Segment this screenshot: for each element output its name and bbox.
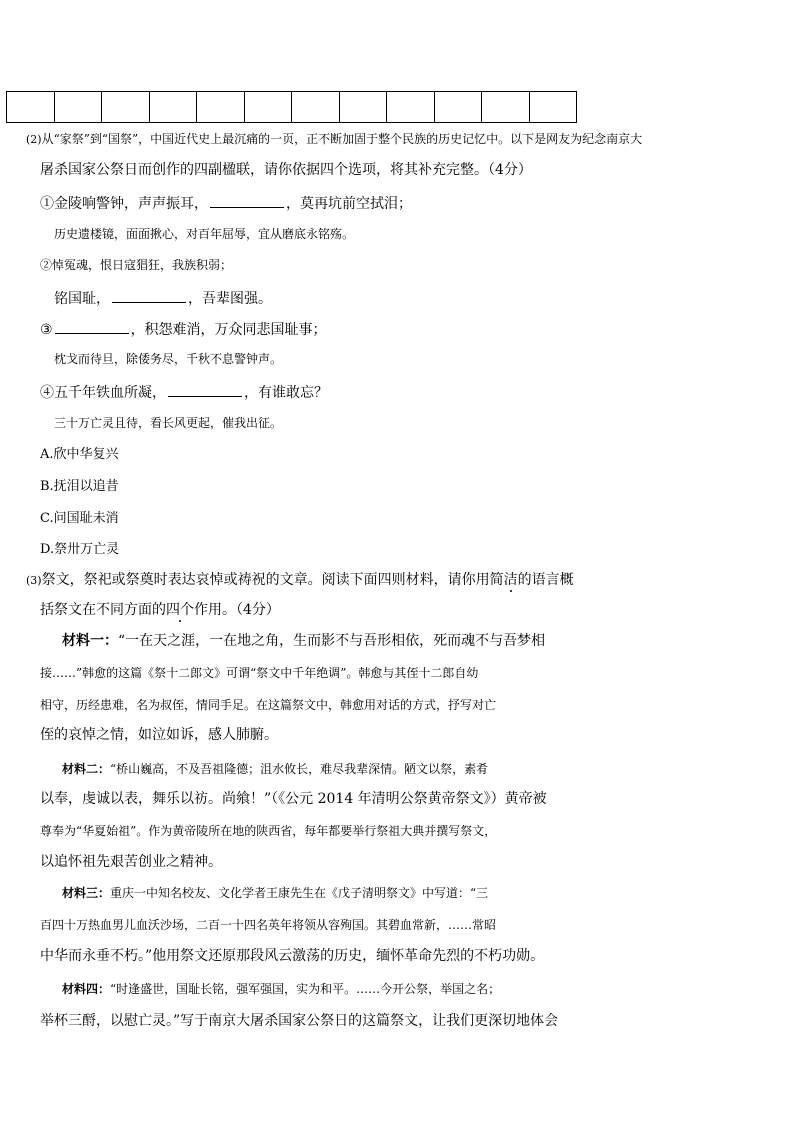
couplet-text: ，有谁敢忘？ xyxy=(244,385,328,401)
material-2-line-2: 以奉，虔诚以表，舞乐以祊。尚飨！”（《公元 2014 年清明公祭黄帝祭文》）黄帝被 xyxy=(40,791,547,807)
couplet-text: ，吾辈图强。 xyxy=(188,291,272,307)
fill-blank[interactable] xyxy=(210,195,284,208)
question-number: (2) xyxy=(26,133,42,146)
material-label: 材料三： xyxy=(62,886,111,900)
material-3-line-1 xyxy=(62,887,488,899)
couplet-text: ①金陵响警钟，声声振耳， xyxy=(40,196,208,212)
couplet-1-first-line xyxy=(40,195,412,211)
material-label: 材料一： xyxy=(62,633,118,649)
couplet-text: ，莫再坑前空拭泪； xyxy=(286,196,412,212)
material-1-line-2: 接……”韩愈的这篇《祭十二郎文》可谓“祭文中千年绝调”。韩愈与其侄十二郎自幼 xyxy=(40,666,479,680)
couplet-1-second-line: 历史遗楼镜，面面揪心，对百年屈辱，宜从磨底永铭殇。 xyxy=(54,227,355,241)
couplet-3-first-line xyxy=(40,321,327,337)
material-text: “时逢盛世，国耻长铭，强军强国，实为和平。……今开公祭，举国之名； xyxy=(110,982,501,996)
question-number: (3) xyxy=(26,574,42,587)
couplet-text: 铭国耻， xyxy=(54,291,110,307)
material-text: 重庆一中知名校友、文化学者王康先生在《戊子清明祭文》中写道：“三 xyxy=(110,886,489,900)
option-c: C.问国耻未消 xyxy=(40,511,119,526)
question-3-intro-line-1 xyxy=(26,573,574,587)
option-a: A.欣中华复兴 xyxy=(40,447,119,462)
grid-cell[interactable] xyxy=(435,91,483,123)
grid-cell[interactable] xyxy=(7,91,55,123)
material-1-line-4: 侄的哀悼之情，如泣如诉，感人肺腑。 xyxy=(40,727,278,743)
fill-blank[interactable] xyxy=(112,290,186,303)
emphasized-text: 四个 xyxy=(166,602,194,618)
fill-blank[interactable] xyxy=(168,384,242,397)
answer-grid xyxy=(6,91,577,123)
material-2-line-4: 以追怀祖先艰苦创业之精神。 xyxy=(40,854,222,870)
material-1-line-3: 相守，历经患难，名为叔侄，情同手足。在这篇祭文中，韩愈用对话的方式，抒写对亡 xyxy=(40,698,497,712)
grid-cell[interactable] xyxy=(387,91,435,123)
intro-text: 括祭文在不同方面的 xyxy=(40,602,166,618)
option-d: D.祭卅万亡灵 xyxy=(40,542,120,557)
couplet-2-second-line xyxy=(54,290,272,306)
material-4-line-1 xyxy=(62,983,500,995)
couplet-text: ④五千年铁血所凝， xyxy=(40,385,166,401)
material-label: 材料二： xyxy=(62,762,111,776)
question-3-intro-line-2 xyxy=(40,603,280,617)
grid-cell[interactable] xyxy=(292,91,340,123)
couplet-text: ③ xyxy=(40,322,53,338)
material-3-line-3: 中华而永垂不朽。”他用祭文还原那段风云激荡的历史，缅怀革命先烈的不朽功勋。 xyxy=(40,948,545,964)
couplet-4-second-line: 三十万亡灵且待，看长风更起，催我出征。 xyxy=(54,416,283,430)
couplet-4-first-line xyxy=(40,384,328,400)
intro-text: 的语言概 xyxy=(517,572,574,588)
grid-cell[interactable] xyxy=(55,91,103,123)
intro-text: 祭文，祭祀或祭奠时表达哀悼或祷祝的文章。阅读下面四则材料，请你用简 xyxy=(41,572,504,588)
material-2-line-3: 尊奉为“华夏始祖”。作为黄帝陵所在地的陕西省，每年都要举行祭祖大典并撰写祭文， xyxy=(40,824,497,838)
grid-cell[interactable] xyxy=(197,91,245,123)
couplet-2-first-line: ②悼冤魂，恨日寇猖狂，我族积弱； xyxy=(40,258,233,272)
couplet-text: ，积怨难消，万众同悲国耻事； xyxy=(130,322,327,338)
emphasized-text: 洁 xyxy=(503,572,518,588)
couplet-3-second-line: 枕戈而待旦，除倭务尽，千秋不息警钟声。 xyxy=(54,352,283,366)
option-b: B.抚泪以追昔 xyxy=(40,479,119,494)
material-text: “桥山巍高，不及吾祖隆德；沮水攸长，难尽我辈深情。陋文以祭，素肴 xyxy=(110,762,489,776)
material-3-line-2: 百四十万热血男儿血沃沙场，二百一十四名英年将领从容殉国。其碧血常新，……常昭 xyxy=(40,918,497,932)
question-2-intro-line-1 xyxy=(26,133,642,145)
grid-cell[interactable] xyxy=(102,91,150,123)
question-2-intro-line-2: 屠杀国家公祭日而创作的四副楹联，请你依据四个选项，将其补充完整。（4分） xyxy=(40,162,532,178)
fill-blank[interactable] xyxy=(55,321,129,334)
grid-cell[interactable] xyxy=(245,91,293,123)
intro-text: 作用。（4分） xyxy=(194,602,280,618)
material-label: 材料四： xyxy=(62,982,111,996)
material-4-line-2: 举杯三酹，以慰亡灵。”写于南京大屠杀国家公祭日的这篇祭文，让我们更深切地体会 xyxy=(40,1013,559,1029)
material-2-line-1 xyxy=(62,763,488,775)
grid-cell[interactable] xyxy=(340,91,388,123)
grid-cell[interactable] xyxy=(482,91,530,123)
grid-cell[interactable] xyxy=(530,91,578,123)
material-text: “一在天之涯，一在地之角，生而影不与吾形相依，死而魂不与吾梦相 xyxy=(118,633,546,649)
grid-cell[interactable] xyxy=(150,91,198,123)
intro-text: 从“家祭”到“国祭”，中国近代史上最沉痛的一页，正不断加固于整个民族的历史记忆中。以下是网友为纪念南京大 xyxy=(41,132,643,146)
material-1-line-1 xyxy=(62,634,545,648)
